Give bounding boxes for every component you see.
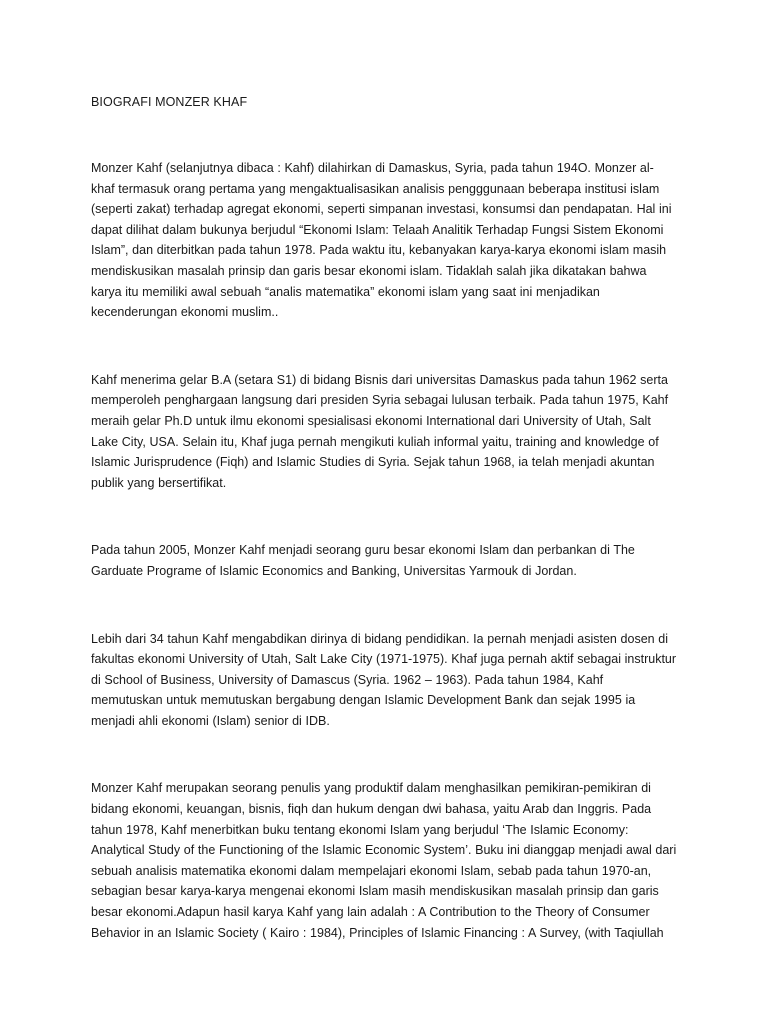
paragraph-professorship: Pada tahun 2005, Monzer Kahf menjadi seorang guru besar ekonomi Islam dan perbankan di The Garduate Programe of Islamic Economics and Banking, Universitas Yarmouk di Jordan. bbox=[91, 543, 635, 578]
paragraph-publications: Monzer Kahf merupakan seorang penulis yang produktif dalam menghasilkan pemikiran-pemikiran di bidang ekonomi, keuangan, bisnis, fiqh dan hukum dengan dwi bahasa, yaitu Arab dan Inggris. Pada tahun 1978, Kahf menerbitkan buku tentang ekonomi Islam yang berjudul ‘The Islamic Economy: Analytical Study of the Functioning of the Islamic Economic System’. Buku ini dianggap menjadi awal dari sebuah analisis matematika ekonomi dalam mempelajari ekonomi Islam, sebab pada tahun 1970-an, sebagian besar karya-karya mengenai ekonomi Islam masih mendiskusikan masalah prinsip dan garis besar ekonomi.Adapun hasil karya Kahf yang lain adalah : A Contribution to the Theory of Consumer Behavior in an Islamic Society ( Kairo : 1984), Principles of Islamic Financing : A Survey, (with Taqiullah bbox=[91, 781, 677, 940]
paragraph-birth-and-contribution: Monzer Kahf (selanjutnya dibaca : Kahf) dilahirkan di Damaskus, Syria, pada tahun 194O. Monzer al-khaf termasuk orang pertama yang mengaktualisasikan analisis pengggunaan beberapa institusi islam (seperti zakat) terhadap agregat ekonomi, seperti simpanan investasi, konsumsi dan pendapatan. Hal ini dapat dilihat dalam bukunya berjudul “Ekonomi Islam: Telaah Analitik Terhadap Fungsi Sistem Ekonomi Islam”, dan diterbitkan pada tahun 1978. Pada waktu itu, kebanyakan karya-karya ekonomi islam masih mendiskusikan masalah prinsip dan garis besar ekonomi islam. Tidaklah salah jika dikatakan bahwa karya itu memiliki awal sebuah “analis matematika” ekonomi islam yang saat ini menjadikan kecenderungan ekonomi muslim.. bbox=[91, 161, 672, 320]
paragraph-career: Lebih dari 34 tahun Kahf mengabdikan dirinya di bidang pendidikan. Ia pernah menjadi asisten dosen di fakultas ekonomi University of Utah, Salt Lake City (1971-1975). Khaf juga pernah aktif sebagai instruktur di School of Business, University of Damascus (Syria. 1962 – 1963). Pada tahun 1984, Kahf memutuskan untuk memutuskan bergabung dengan Islamic Development Bank dan sejak 1995 ia menjadi ahli ekonomi (Islam) senior di IDB. bbox=[91, 631, 677, 728]
paragraph-education: Kahf menerima gelar B.A (setara S1) di bidang Bisnis dari universitas Damaskus pada tahun 1962 serta memperoleh penghargaan langsung dari presiden Syria sebagai lulusan terbaik. Pada tahun 1975, Kahf meraih gelar Ph.D untuk ilmu ekonomi spesialisasi ekonomi International dari University of Utah, Salt Lake City, USA. Selain itu, Khaf juga pernah mengikuti kuliah informal yaitu, training and knowledge of Islamic Jurisprudence (Fiqh) and Islamic Studies di Syria. Sejak tahun 1968, ia telah menjadi akuntan publik yang bersertifikat. bbox=[91, 372, 669, 490]
document-title: BIOGRAFI MONZER KHAF bbox=[91, 95, 248, 109]
document-page bbox=[91, 92, 677, 943]
